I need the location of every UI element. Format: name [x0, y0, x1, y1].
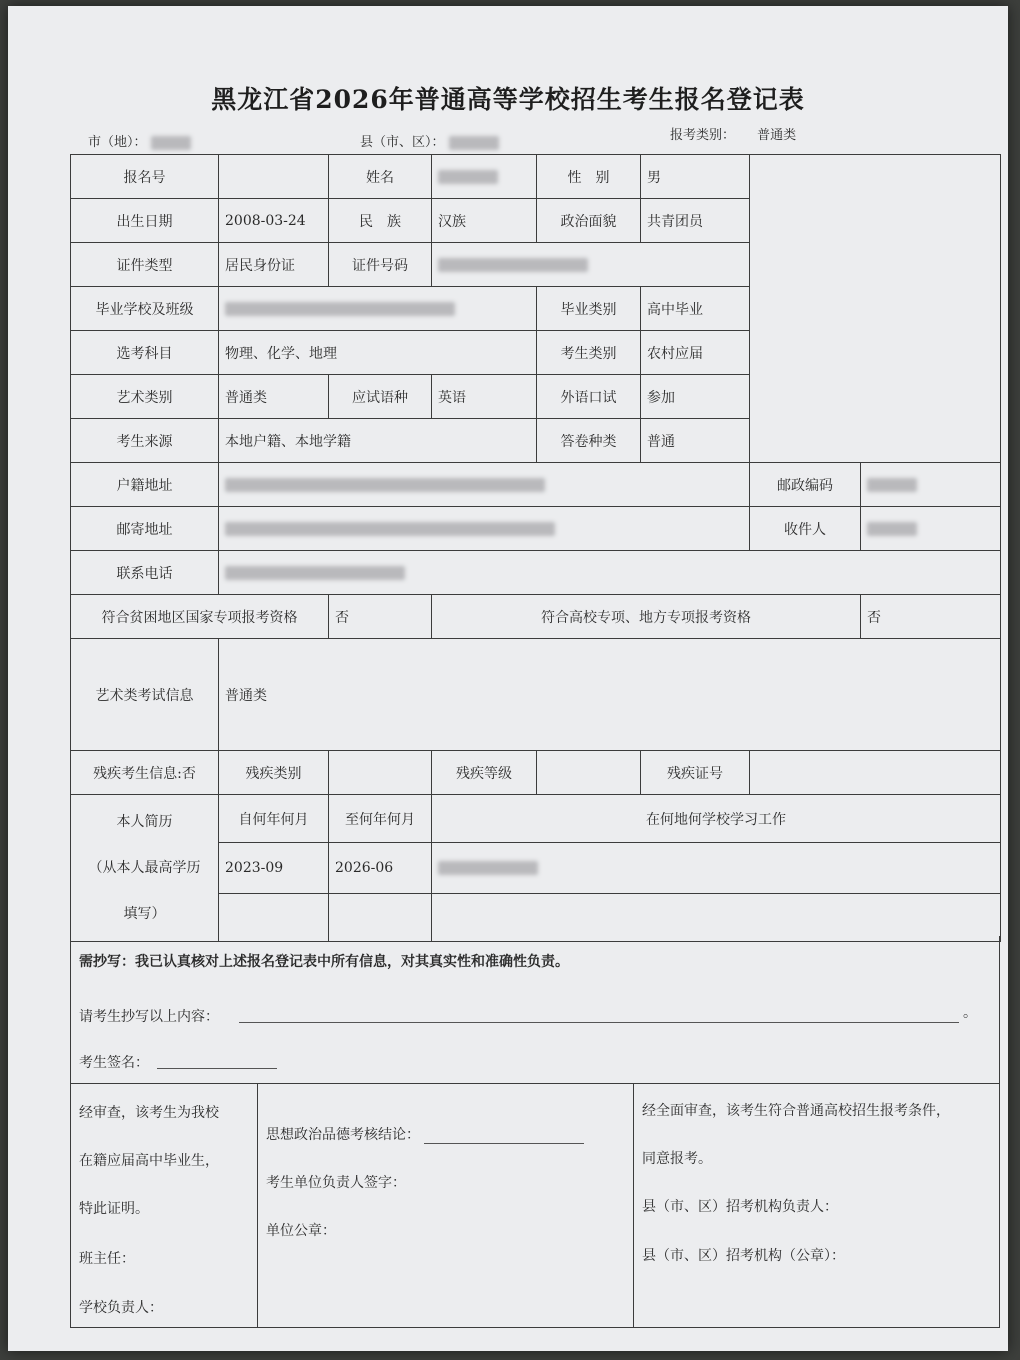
- label-cell: 艺术类考试信息: [71, 639, 219, 751]
- label-cell: 应试语种: [329, 375, 432, 419]
- registration-form-paper: [8, 6, 1008, 1351]
- label-cell: 残疾等级: [432, 751, 537, 795]
- redacted-cell: [861, 463, 1001, 507]
- redacted-cell: [219, 287, 537, 331]
- value-cell: 本地户籍、本地学籍: [219, 419, 537, 463]
- label-cell: 姓名: [329, 155, 432, 199]
- redacted-cell: [861, 507, 1001, 551]
- county-approval-column: 经全面审查，该考生符合普通高校招生报考条件， 同意报考。 县（市、区）招考机构负责人： 县（市、区）招考机构（公章）：: [633, 1084, 999, 1327]
- value-cell: 否: [329, 595, 432, 639]
- label-cell: 符合高校专项、地方专项报考资格: [432, 595, 861, 639]
- signature-prompt: 考生签名：: [79, 1055, 149, 1071]
- label-cell: 民 族: [329, 199, 432, 243]
- label-cell: 残疾类别: [219, 751, 329, 795]
- resume-label-cell: 本人简历 （从本人最高学历 填写）: [71, 795, 219, 942]
- label-cell: 报名号: [71, 155, 219, 199]
- approval-section: [70, 1083, 1000, 1328]
- copy-line[interactable]: [239, 1022, 959, 1023]
- value-cell: 参加: [641, 375, 750, 419]
- photo-box: [750, 155, 1001, 463]
- value-cell: 否: [861, 595, 1001, 639]
- value-cell: 汉族: [432, 199, 537, 243]
- redacted-cell: [432, 155, 537, 199]
- label-cell: 毕业类别: [537, 287, 641, 331]
- label-cell: 残疾考生信息:否: [71, 751, 219, 795]
- value-cell: 普通类: [219, 375, 329, 419]
- label-cell: 收件人: [750, 507, 861, 551]
- label-cell: 证件号码: [329, 243, 432, 287]
- redacted-value: [151, 136, 191, 150]
- label-cell: 至何年何月: [329, 795, 432, 843]
- value-cell: 物理、化学、地理: [219, 331, 537, 375]
- redacted-cell: [219, 463, 750, 507]
- value-cell: 农村应届: [641, 331, 750, 375]
- copy-prompt: 请考生抄写以上内容：: [79, 1009, 219, 1025]
- label-cell: 答卷种类: [537, 419, 641, 463]
- value-cell: 英语: [432, 375, 537, 419]
- label-cell: 残疾证号: [641, 751, 750, 795]
- county-field: 县（市、区）：: [360, 131, 499, 150]
- signature-line[interactable]: [157, 1068, 277, 1069]
- label-cell: 自何年何月: [219, 795, 329, 843]
- value-cell: 2023-09: [219, 843, 329, 893]
- label-cell: 联系电话: [71, 551, 219, 595]
- form-title: 黑龙江省2026年普通高等学校招生考生报名登记表: [211, 85, 805, 114]
- value-cell: 2026-06: [329, 843, 432, 893]
- value-cell: 普通: [641, 419, 750, 463]
- redacted-cell: [432, 843, 1001, 893]
- value-cell: 普通类: [219, 639, 1001, 751]
- table-row: [71, 639, 1001, 751]
- label-cell: 选考科目: [71, 331, 219, 375]
- unit-approval-column: 思想政治品德考核结论： 考生单位负责人签字： 单位公章：: [257, 1084, 634, 1327]
- label-cell: 外语口试: [537, 375, 641, 419]
- label-cell: 户籍地址: [71, 463, 219, 507]
- moral-conclusion-field: 思想政治品德考核结论：: [266, 1124, 584, 1144]
- table-row: [71, 463, 1001, 507]
- declaration-text: 需抄写：我已认真核对上述报名登记表中所有信息，对其真实性和准确性负责。: [79, 954, 569, 970]
- declaration-section: 需抄写：我已认真核对上述报名登记表中所有信息，对其真实性和准确性负责。 请考生抄写以上内容： 。 考生签名：: [70, 936, 1000, 1084]
- label-cell: 毕业学校及班级: [71, 287, 219, 331]
- label-cell: 邮寄地址: [71, 507, 219, 551]
- redacted-cell: [219, 551, 1001, 595]
- table-row: [71, 551, 1001, 595]
- table-row: [71, 155, 1001, 199]
- label-cell: 邮政编码: [750, 463, 861, 507]
- label-cell: 艺术类别: [71, 375, 219, 419]
- value-cell: 2008-03-24: [219, 199, 329, 243]
- label-cell: 符合贫困地区国家专项报考资格: [71, 595, 329, 639]
- table-row: [71, 751, 1001, 795]
- label-cell: 在何地何学校学习工作: [432, 795, 1001, 843]
- value-cell: 居民身份证: [219, 243, 329, 287]
- table-row: [71, 507, 1001, 551]
- redacted-value: [449, 136, 499, 150]
- school-approval-column: 经审查，该考生为我校 在籍应届高中毕业生， 特此证明。 班主任： 学校负责人：: [79, 1105, 219, 1316]
- redacted-cell: [219, 507, 750, 551]
- label-cell: 考生来源: [71, 419, 219, 463]
- label-cell: 出生日期: [71, 199, 219, 243]
- table-row: [71, 595, 1001, 639]
- redacted-cell: [432, 243, 750, 287]
- label-cell: 证件类型: [71, 243, 219, 287]
- value-cell: 男: [641, 155, 750, 199]
- label-cell: 政治面貌: [537, 199, 641, 243]
- exam-category-field: 报考类别： 普通类: [670, 128, 797, 143]
- city-field: 市（地）：: [88, 131, 191, 150]
- label-cell: 考生类别: [537, 331, 641, 375]
- value-cell: 共青团员: [641, 199, 750, 243]
- label-cell: 性 别: [537, 155, 641, 199]
- value-cell: 高中毕业: [641, 287, 750, 331]
- registration-table: [70, 154, 1001, 942]
- table-row: [71, 795, 1001, 843]
